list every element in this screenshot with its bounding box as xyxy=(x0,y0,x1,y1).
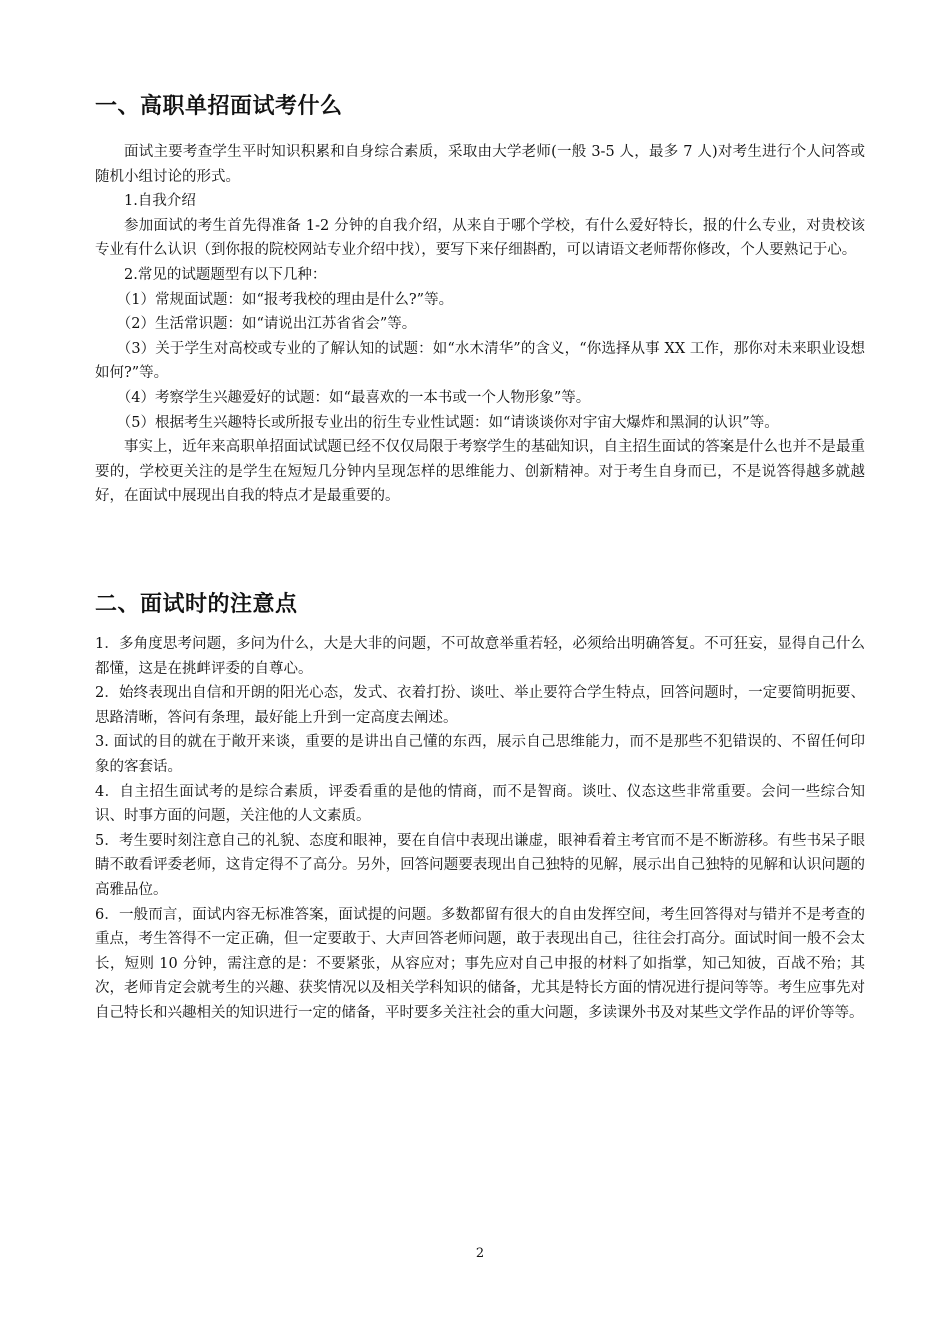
section-2-body xyxy=(95,632,865,1026)
section-1-heading: 一、高职单招面试考什么 xyxy=(95,94,343,119)
tip-paragraph: 1．多角度思考问题，多问为什么，大是大非的问题，不可故意举重若轻，必须给出明确答复。不可狂妄，显得自己什么都懂，这是在挑衅评委的自尊心。 xyxy=(95,636,865,677)
question-type-item: （3）关于学生对高校或专业的了解认知的试题：如“水木清华”的含义，“你选择从事 XX 工作，那你对未来职业设想如何?”等。 xyxy=(95,340,865,382)
page-number: 2 xyxy=(475,1246,485,1261)
tip-paragraph: 3. 面试的目的就在于敞开来谈，重要的是讲出自己懂的东西，展示自己思维能力，而不是那些不犯错误的、不留任何印象的客套话。 xyxy=(95,734,865,775)
question-type-item: （4）考察学生兴趣爱好的试题：如“最喜欢的一本书或一个人物形象”等。 xyxy=(116,389,591,406)
summary-paragraph: 事实上，近年来高职单招面试试题已经不仅仅局限于考察学生的基础知识，自主招生面试的答案是什么也并不是最重要的，学校更关注的是学生在短短几分钟内呈现怎样的思维能力、创新精神。对于考生自身而已，不是说答得越多就越好，在面试中展现出自我的特点才是最重要的。 xyxy=(95,439,865,505)
self-intro-paragraph: 参加面试的考生首先得准备 1-2 分钟的自我介绍，从来自于哪个学校，有什么爱好特长，报的什么专业，对贵校该专业有什么认识（到你报的院校网站专业介绍中找），要写下来仔细斟酌，可以请语文老师帮你修改，个人要熟记于心。 xyxy=(95,217,865,259)
document-page xyxy=(95,0,865,1344)
question-types-subheading: 2.常见的试题题型有以下几种： xyxy=(124,266,327,283)
tip-paragraph: 4．自主招生面试考的是综合素质，评委看重的是他的情商，而不是智商。谈吐、仪态这些非常重要。会问一些综合知识、时事方面的问题，关注他的人文素质。 xyxy=(95,783,865,825)
section-1-body xyxy=(95,140,865,509)
self-intro-subheading: 1.自我介绍 xyxy=(124,193,196,210)
question-type-item: （2）生活常识题：如“请说出江苏省省会”等。 xyxy=(116,316,417,333)
tip-paragraph: 5．考生要时刻注意自己的礼貌、态度和眼神，要在自信中表现出谦虚，眼神看着主考官而不是不断游移。有些书呆子眼睛不敢看评委老师，这肯定得不了高分。另外，回答问题要表现出自己独特的见解，展示出自己独特的见解和认识问题的高雅品位。 xyxy=(95,832,865,898)
tip-paragraph: 2．始终表现出自信和开朗的阳光心态，发式、衣着打扮、谈吐、举止要符合学生特点，回答问题时，一定要简明扼要、思路清晰，答问有条理，最好能上升到一定高度去阐述。 xyxy=(95,685,865,726)
question-type-item: （1）常规面试题：如“报考我校的理由是什么?”等。 xyxy=(116,291,454,308)
intro-paragraph: 面试主要考查学生平时知识积累和自身综合素质，采取由大学老师(一般 3-5 人，最多 7 人)对考生进行个人问答或随机小组讨论的形式。 xyxy=(95,144,865,185)
section-2-heading: 二、面试时的注意点 xyxy=(95,592,298,617)
tip-paragraph: 6．一般而言，面试内容无标准答案，面试提的问题。多数都留有很大的自由发挥空间，考生回答得对与错并不是考查的重点，考生答得不一定正确，但一定要敢于、大声回答老师问题，敢于表现出自己，往往会打高分。面试时间一般不会太长，短则 10 分钟，需注意的是：不要紧张，从容应对；事先应对自己申报的材料了如指掌，知己知彼，百战不殆；其次，老师肯定会就考生的兴趣、获奖情况以及相关学科知识的储备，尤其是特长方面的情况进行提问等等。考生应事先对自己特长和兴趣相关的知识进行一定的储备，平时要多关注社会的重大问题，多读课外书及对某些文学作品的评价等等。 xyxy=(95,906,865,1021)
question-type-item: （5）根据考生兴趣特长或所报专业出的衍生专业性试题：如“请谈谈你对宇宙大爆炸和黑洞的认识”等。 xyxy=(116,414,779,431)
